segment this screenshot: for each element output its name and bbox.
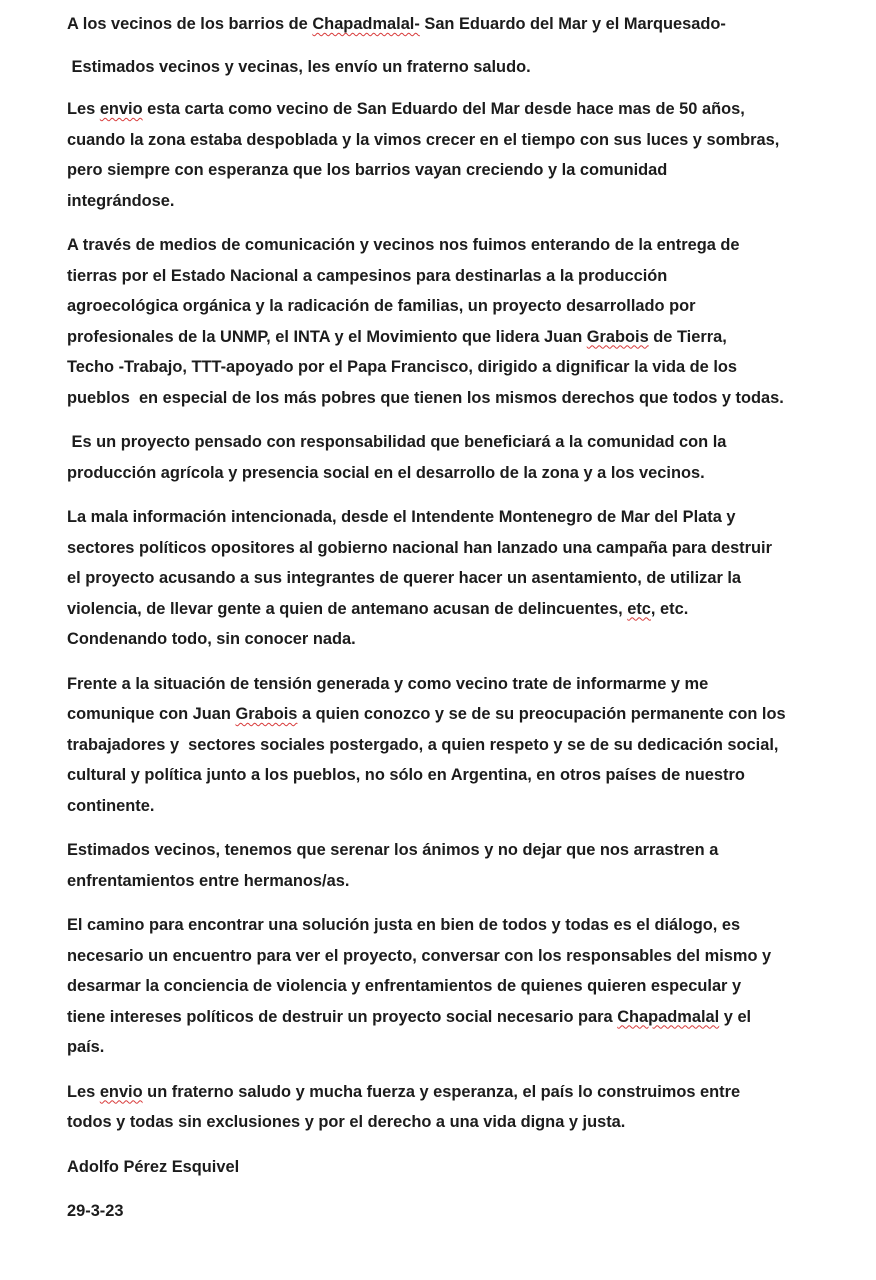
text-segment: a quien conozco y se de su preocupación permanente con los <box>297 705 786 723</box>
text-segment: Les <box>67 100 100 118</box>
text-segment: violencia, de llevar gente a quien de antemano acusan de delincuentes, <box>67 599 628 618</box>
paragraph-2-line-3: agroecológica orgánica y la radicación de familias, un proyecto desarrollado por <box>67 297 696 315</box>
text-segment: un fraterno saludo y mucha fuerza y esperanza, el país lo construimos entre <box>142 1082 741 1101</box>
text-segment: , etc. <box>650 599 689 618</box>
paragraph-2-line-1: A través de medios de comunicación y vecinos nos fuimos enterando de la entrega de <box>67 236 740 254</box>
paragraph-5 <box>67 669 857 822</box>
signature-name: Adolfo Pérez Esquivel <box>67 1157 240 1176</box>
paragraph-1-line-4: integrándose. <box>67 191 175 210</box>
greeting-post: San Eduardo del Mar y el Marquesado- <box>419 15 726 33</box>
misspelled-word: envio <box>99 1082 143 1101</box>
date <box>67 1196 857 1227</box>
date-text: 29-3-23 <box>67 1202 124 1220</box>
paragraph-2 <box>67 230 857 413</box>
greeting-pre: A los vecinos de los barrios de <box>67 15 313 33</box>
misspelled-word: etc <box>627 599 651 618</box>
paragraph-7-line-3: desarmar la conciencia de violencia y enfrentamientos de quienes quieren especular y <box>67 977 742 995</box>
paragraph-1-line-1 <box>67 94 857 125</box>
paragraph-3 <box>67 427 857 488</box>
paragraph-4-line-4 <box>67 594 857 625</box>
paragraph-7-line-1: El camino para encontrar una solución justa en bien de todos y todas es el diálogo, es <box>67 916 741 934</box>
paragraph-2-line-5: Techo -Trabajo, TTT-apoyado por el Papa Francisco, dirigido a dignificar la vida de los <box>67 358 738 376</box>
letter-greeting <box>67 9 857 40</box>
paragraph-5-line-4: cultural y política junto a los pueblos, no sólo en Argentina, en otros países de nuestro <box>67 766 745 784</box>
paragraph-2-line-4 <box>67 322 857 353</box>
paragraph-7 <box>67 910 857 1063</box>
text-segment: de Tierra, <box>648 327 727 346</box>
misspelled-word: Chapadmalal <box>617 1007 720 1026</box>
paragraph-5-line-3: trabajadores y sectores sociales postergado, a quien respeto y se de su dedicación social, <box>67 735 779 754</box>
paragraph-5-line-5: continente. <box>67 796 155 815</box>
text-segment: tiene intereses políticos de destruir un proyecto social necesario para <box>67 1007 618 1026</box>
greeting-place-misspelled: Chapadmalal- <box>312 15 420 33</box>
paragraph-8 <box>67 1077 857 1138</box>
text-segment: y el <box>719 1007 752 1026</box>
paragraph-3-line-1: Es un proyecto pensado con responsabilidad que beneficiará a la comunidad con la <box>67 433 727 451</box>
paragraph-7-line-2: necesario un encuentro para ver el proyecto, conversar con los responsables del mismo y <box>67 946 772 965</box>
misspelled-word: Grabois <box>586 327 649 346</box>
signature <box>67 1152 857 1183</box>
greeting-line <box>67 9 857 40</box>
paragraph-7-line-5: país. <box>67 1038 105 1056</box>
paragraph-4 <box>67 502 857 655</box>
paragraph-4-line-2: sectores políticos opositores al gobierno nacional han lanzado una campaña para destruir <box>67 538 772 557</box>
text-segment: esta carta como vecino de San Eduardo del Mar desde hace mas de 50 años, <box>142 100 745 118</box>
letter-body <box>67 9 857 1241</box>
paragraph-4-line-3: el proyecto acusando a sus integrantes de querer hacer un asentamiento, de utilizar la <box>67 569 742 587</box>
paragraph-5-line-2 <box>67 699 857 730</box>
paragraph-8-line-1 <box>67 1077 857 1108</box>
text-segment: Les <box>67 1082 100 1101</box>
paragraph-7-line-4 <box>67 1002 857 1033</box>
paragraph-1 <box>67 94 857 216</box>
paragraph-1-line-2: cuando la zona estaba despoblada y la vimos crecer en el tiempo con sus luces y sombras, <box>67 130 780 149</box>
salutation-line: Estimados vecinos y vecinas, les envío un fraterno saludo. <box>67 57 531 76</box>
paragraph-8-line-2: todos y todas sin exclusiones y por el derecho a una vida digna y justa. <box>67 1113 626 1131</box>
paragraph-2-line-2: tierras por el Estado Nacional a campesinos para destinarlas a la producción <box>67 266 668 285</box>
misspelled-word: envio <box>99 100 143 118</box>
text-segment: comunique con Juan <box>67 705 236 723</box>
misspelled-word: Grabois <box>235 705 298 723</box>
letter-salutation <box>67 52 857 83</box>
paragraph-1-line-3: pero siempre con esperanza que los barrios vayan creciendo y la comunidad <box>67 161 668 179</box>
paragraph-6 <box>67 835 857 896</box>
paragraph-4-line-1: La mala información intencionada, desde el Intendente Montenegro de Mar del Plata y <box>67 508 736 526</box>
paragraph-5-line-1: Frente a la situación de tensión generada y como vecino trate de informarme y me <box>67 674 709 693</box>
paragraph-6-line-2: enfrentamientos entre hermanos/as. <box>67 871 350 890</box>
paragraph-2-line-6: pueblos en especial de los más pobres que tienen los mismos derechos que todos y todas. <box>67 388 784 407</box>
text-segment: profesionales de la UNMP, el INTA y el Movimiento que lidera Juan <box>67 327 587 346</box>
paragraph-6-line-1: Estimados vecinos, tenemos que serenar los ánimos y no dejar que nos arrastren a <box>67 841 719 859</box>
paragraph-4-line-5: Condenando todo, sin conocer nada. <box>67 630 356 648</box>
paragraph-3-line-2: producción agrícola y presencia social en el desarrollo de la zona y a los vecinos. <box>67 463 705 482</box>
